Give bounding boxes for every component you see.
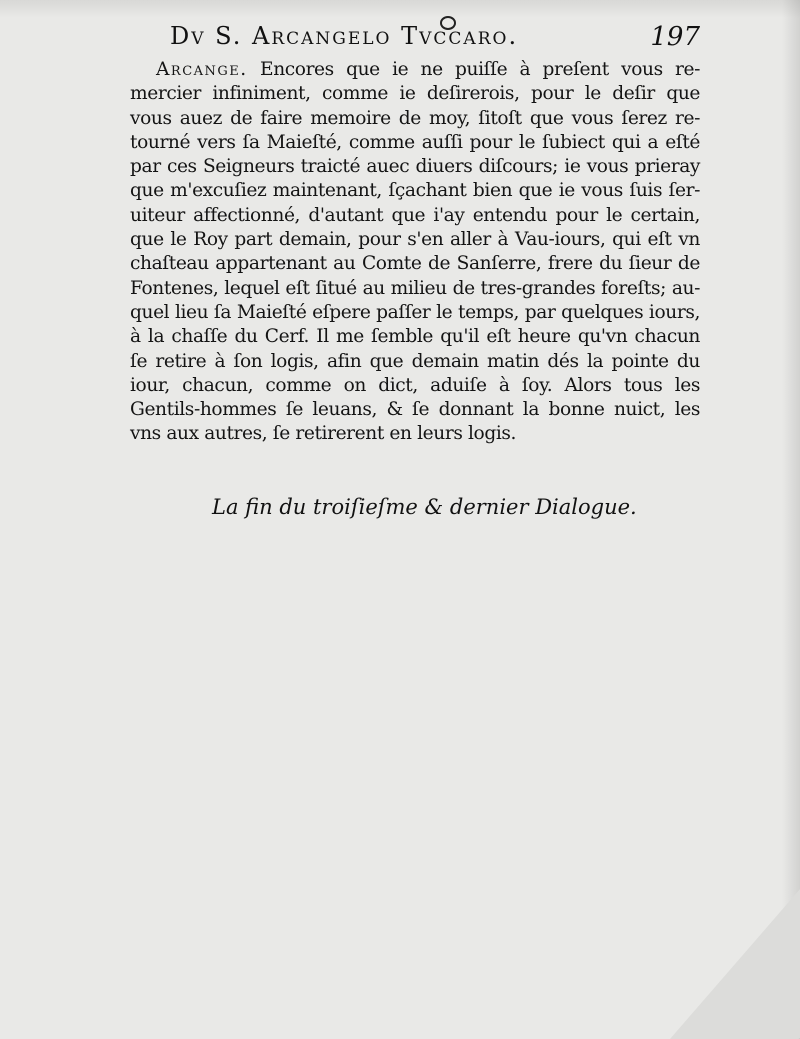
text-line: Fontenes, lequel eſt ſitué au milieu de tres-grandes foreſts; au- — [130, 277, 700, 299]
text-line: Gentils-hommes ſe leuans, & ſe donnant la bonne nuict, les — [130, 399, 700, 421]
text-line: que m'excuſiez maintenant, ſçachant bien que ie vous ſuis ſer- — [130, 180, 700, 202]
text-line: mercier infiniment, comme ie deſirerois, pour le deſir que — [130, 83, 700, 105]
text-line: quel lieu ſa Maieſté eſpere paſſer le temps, par quelques iours, — [130, 301, 700, 323]
text-line: ſe retire à ſon logis, afin que demain matin dés la pointe du — [130, 350, 700, 372]
page-edge-shadow — [782, 0, 800, 1039]
text-line: vns aux autres, ſe retirerent en leurs logis. — [130, 423, 517, 445]
speaker-name: Arcange. — [156, 59, 248, 80]
text-line-content: Encores que ie ne puiſſe à preſent vous re- — [260, 59, 700, 80]
text-line: iour, chacun, comme on dict, aduiſe à ſoy. Alors tous les — [130, 374, 700, 396]
text-line — [130, 58, 700, 82]
page-top-edge — [0, 0, 800, 18]
text-line: tourné vers ſa Maieſté, comme auſſi pour le ſubiect qui a eſté — [130, 131, 700, 153]
dialogue-paragraph — [130, 58, 700, 447]
text-line: par ces Seigneurs traicté auec diuers diſcours; ie vous prieray — [130, 156, 700, 178]
running-head — [170, 22, 700, 58]
text-line: que le Roy part demain, pour s'en aller à Vau-iours, qui eſt vn — [130, 229, 700, 251]
text-line: à la chaſſe du Cerf. Il me ſemble qu'il eſt heure qu'vn chacun — [130, 326, 700, 348]
running-head-title: Dv S. Arcangelo Tvccaro. — [170, 22, 519, 50]
text-line: uiteur affectionné, d'autant que i'ay entendu pour le certain, — [130, 204, 700, 226]
folded-corner — [670, 889, 800, 1039]
page-number: 197 — [650, 22, 700, 52]
text-line: chaſteau appartenant au Comte de Sanſerre, frere du ſieur de — [130, 253, 700, 275]
colophon: La fin du troiſieſme & dernier Dialogue. — [212, 495, 637, 519]
text-line: vous auez de faire memoire de moy, ſitoſt que vous ſerez re- — [130, 107, 700, 129]
